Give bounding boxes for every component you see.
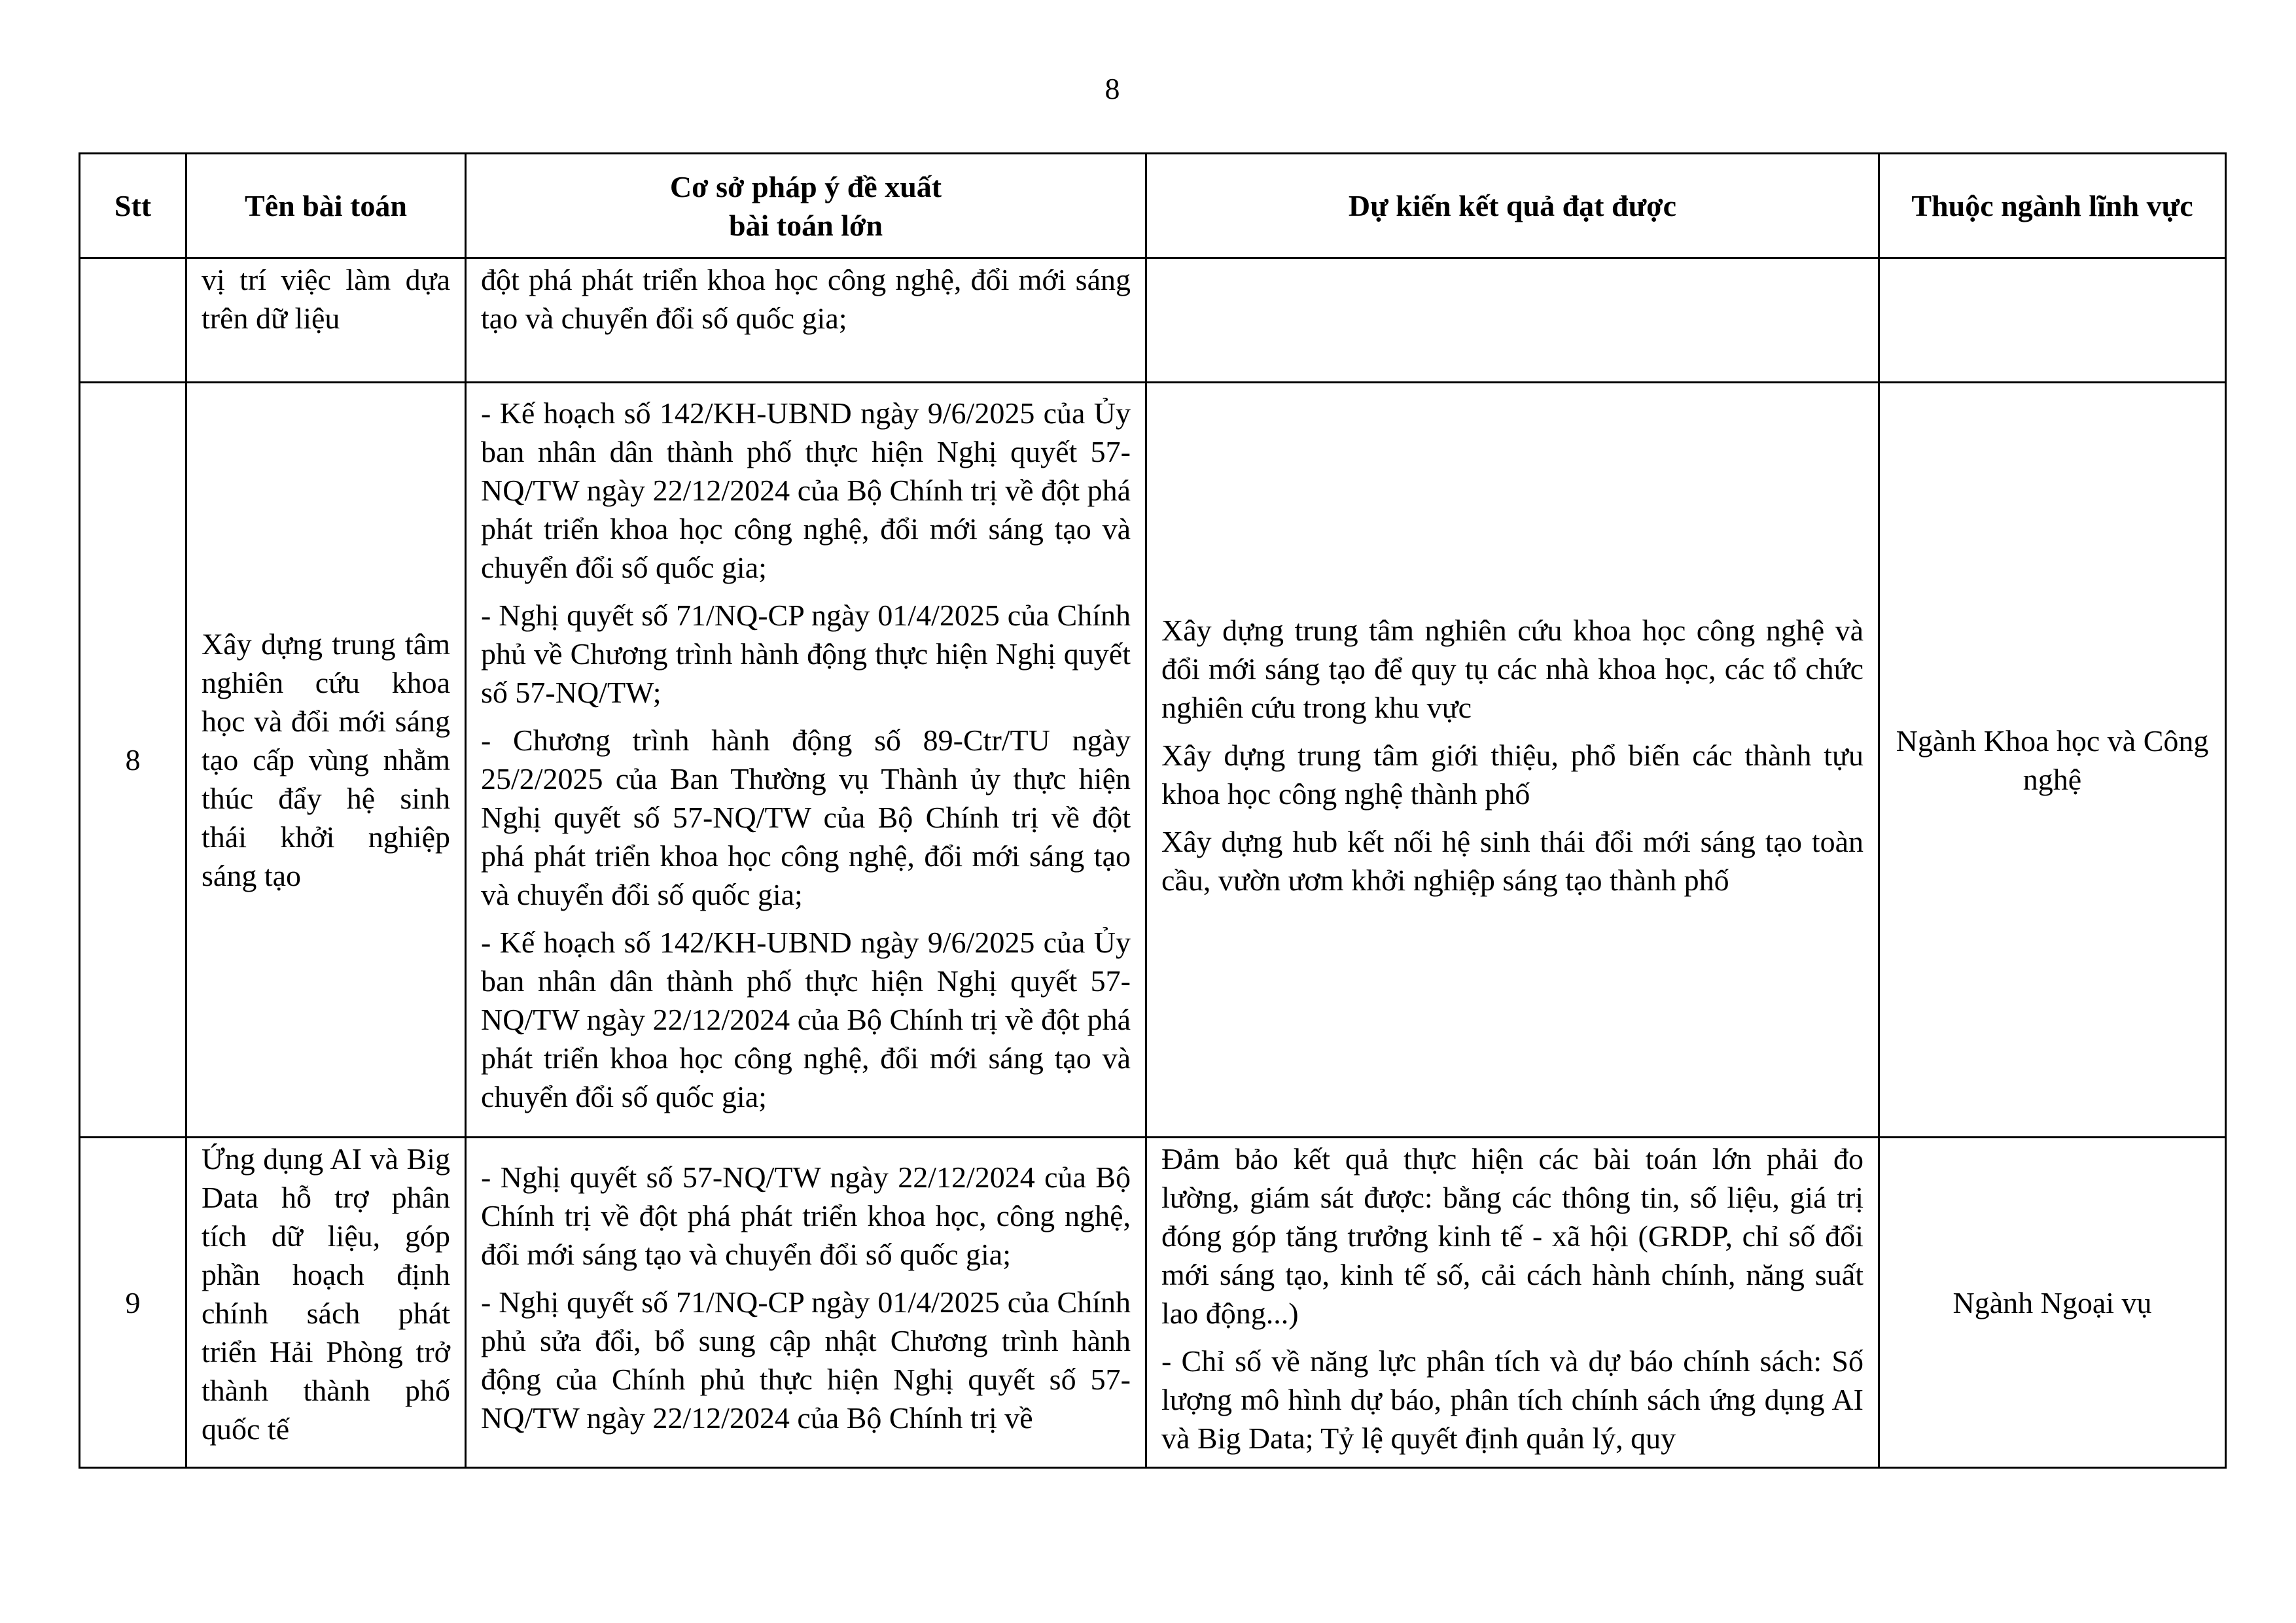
- header-basis: [466, 154, 1146, 258]
- result-item: Xây dựng hub kết nối hệ sinh thái đổi mới sáng tạo toàn cầu, vườn ươm khởi nghiệp sáng tạo thành phố: [1161, 825, 1863, 897]
- result-item: Xây dựng trung tâm giới thiệu, phổ biến các thành tựu khoa học công nghệ thành phố: [1161, 739, 1863, 811]
- basis-item: đột phá phát triển khoa học công nghệ, đổi mới sáng tạo và chuyển đổi số quốc gia;: [481, 263, 1131, 335]
- cell-stt: [80, 258, 186, 383]
- header-stt: Stt: [80, 154, 186, 258]
- cell-stt: 9: [80, 1138, 186, 1468]
- cell-result: [1146, 383, 1879, 1138]
- basis-item: - Nghị quyết số 71/NQ-CP ngày 01/4/2025 của Chính phủ về Chương trình hành động thực hiện Nghị quyết số 57-NQ/TW;: [481, 599, 1131, 709]
- header-basis-line2: bài toán lớn: [728, 208, 883, 242]
- header-field: Thuộc ngành lĩnh vực: [1879, 154, 2226, 258]
- result-item: - Chỉ số về năng lực phân tích và dự báo chính sách: Số lượng mô hình dự báo, phân tích chính sách ứng dụng AI và Big Data; Tỷ lệ quyết định quản lý, quy: [1161, 1344, 1863, 1455]
- cell-field: Ngành Ngoại vụ: [1879, 1138, 2226, 1468]
- cell-basis: [466, 258, 1146, 383]
- cell-name: vị trí việc làm dựa trên dữ liệu: [186, 258, 466, 383]
- proposals-table: [79, 152, 2227, 1469]
- cell-stt: 8: [80, 383, 186, 1138]
- result-item: Đảm bảo kết quả thực hiện các bài toán lớn phải đo lường, giám sát được: bằng các thông tin, số liệu, giá trị đóng góp tăng trưởng kinh tế - xã hội (GRDP, chỉ số đổi mới sáng tạo, kinh tế số, cải cách hành chính, năng suất lao động...): [1161, 1142, 1863, 1330]
- header-result: Dự kiến kết quả đạt được: [1146, 154, 1879, 258]
- basis-item: - Nghị quyết số 57-NQ/TW ngày 22/12/2024 của Bộ Chính trị về đột phá phát triển khoa học, công nghệ, đổi mới sáng tạo và chuyển đổi số quốc gia;: [481, 1161, 1131, 1271]
- table-row: [80, 1138, 2226, 1468]
- basis-item: - Nghị quyết số 71/NQ-CP ngày 01/4/2025 của Chính phủ sửa đổi, bổ sung cập nhật Chương trình hành động của Chính phủ thực hiện Nghị quyết số 57- NQ/TW ngày 22/12/2024 của Bộ Chính trị về: [481, 1285, 1131, 1435]
- table-row: [80, 383, 2226, 1138]
- basis-item: - Chương trình hành động số 89-Ctr/TU ngày 25/2/2025 của Ban Thường vụ Thành ủy thực hiện Nghị quyết số 57-NQ/TW của Bộ Chính trị về đột phá phát triển khoa học công nghệ, đổi mới sáng tạo và chuyển đổi số quốc gia;: [481, 724, 1131, 911]
- header-name: Tên bài toán: [186, 154, 466, 258]
- cell-result: [1146, 1138, 1879, 1468]
- cell-name: Ứng dụng AI và Big Data hỗ trợ phân tích dữ liệu, góp phần hoạch định chính sách phát triển Hải Phòng trở thành thành phố quốc tế: [186, 1138, 466, 1468]
- cell-field: [1879, 258, 2226, 383]
- page-number: 8: [1104, 72, 1120, 105]
- result-item: Xây dựng trung tâm nghiên cứu khoa học công nghệ và đổi mới sáng tạo để quy tụ các nhà khoa học, các tổ chức nghiên cứu trong khu vực: [1161, 614, 1863, 724]
- header-basis-line1: Cơ sở pháp ý đề xuất: [669, 169, 942, 203]
- cell-name: Xây dựng trung tâm nghiên cứu khoa học và đổi mới sáng tạo cấp vùng nhằm thúc đẩy hệ sinh thái khởi nghiệp sáng tạo: [186, 383, 466, 1138]
- table-header-row: [80, 154, 2226, 258]
- cell-result: [1146, 258, 1879, 383]
- basis-item: - Kế hoạch số 142/KH-UBND ngày 9/6/2025 của Ủy ban nhân dân thành phố thực hiện Nghị quyết 57-NQ/TW ngày 22/12/2024 của Bộ Chính trị về đột phá phát triển khoa học công nghệ, đổi mới sáng tạo và chuyển đổi số quốc gia;: [481, 926, 1131, 1113]
- table-row: [80, 258, 2226, 383]
- basis-item: - Kế hoạch số 142/KH-UBND ngày 9/6/2025 của Ủy ban nhân dân thành phố thực hiện Nghị quyết 57-NQ/TW ngày 22/12/2024 của Bộ Chính trị về đột phá phát triển khoa học công nghệ, đổi mới sáng tạo và chuyển đổi số quốc gia;: [481, 396, 1131, 584]
- cell-basis: [466, 1138, 1146, 1468]
- cell-field: Ngành Khoa học và Công nghệ: [1879, 383, 2226, 1138]
- cell-basis: [466, 383, 1146, 1138]
